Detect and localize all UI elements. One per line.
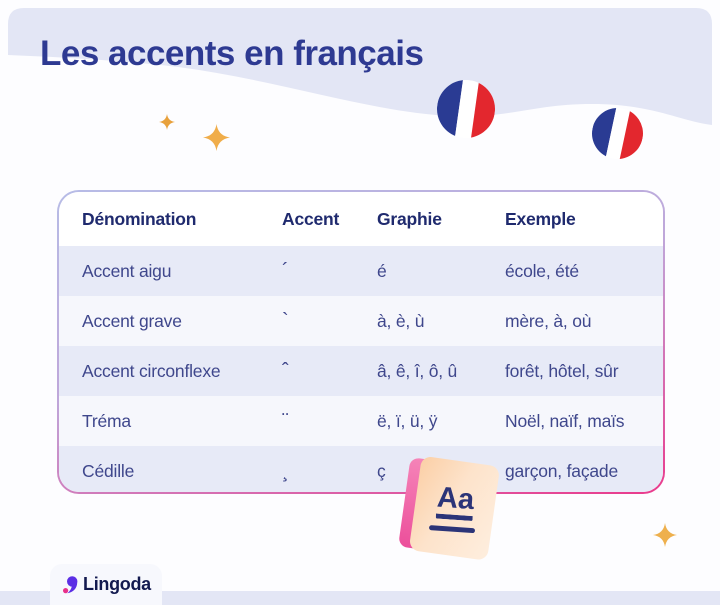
cell-graphie: â, ê, î, ô, û [377,360,458,381]
cell-graphie: à, è, ù [377,310,425,331]
cell-accent-mark: ˆ [282,360,289,382]
cell-exemple: forêt, hôtel, sûr [505,360,619,381]
column-header-accent: Accent [282,208,340,229]
cell-graphie: ë, ï, ü, ÿ [377,410,438,431]
table-row [59,246,663,296]
accents-table [59,192,663,492]
cell-graphie: é [377,260,387,281]
cell-denomination: Accent aigu [82,260,172,281]
brand-name: Lingoda [83,574,151,594]
book-underline [428,525,474,533]
column-header-denomination: Dénomination [82,208,197,229]
cell-graphie: ç [377,460,386,481]
table-row [59,346,663,396]
cell-accent-mark: ¨ [282,410,289,432]
book-cover [409,456,500,561]
sparkle-icon [159,114,175,130]
cell-accent-mark: ´ [282,260,289,282]
sparkle-icon [653,523,677,547]
accents-table-card [57,190,665,494]
page-title: Les accents en français [40,34,424,73]
cell-denomination: Tréma [82,410,131,431]
cell-denomination: Accent circonflexe [82,360,221,381]
cell-denomination: Cédille [82,460,135,481]
cell-exemple: mère, à, où [505,310,592,331]
cell-exemple: Noël, naïf, maïs [505,410,625,431]
table-header-row [59,192,663,246]
table-body [59,246,663,492]
column-header-graphie: Graphie [377,208,442,229]
book-aa-label: Aa [436,484,475,522]
sparkle-icon [203,124,230,151]
table-row [59,296,663,346]
cell-accent-mark: ¸ [282,460,289,482]
column-header-exemple: Exemple [505,208,576,229]
dictionary-book-icon [398,454,500,561]
cell-exemple: école, été [505,260,579,281]
table-row [59,396,663,446]
lingoda-logo-icon [63,576,78,594]
brand-tab [50,564,162,605]
cell-denomination: Accent grave [82,310,182,331]
cell-accent-mark: ` [282,310,289,332]
table-row [59,446,663,492]
cell-exemple: garçon, façade [505,460,618,481]
